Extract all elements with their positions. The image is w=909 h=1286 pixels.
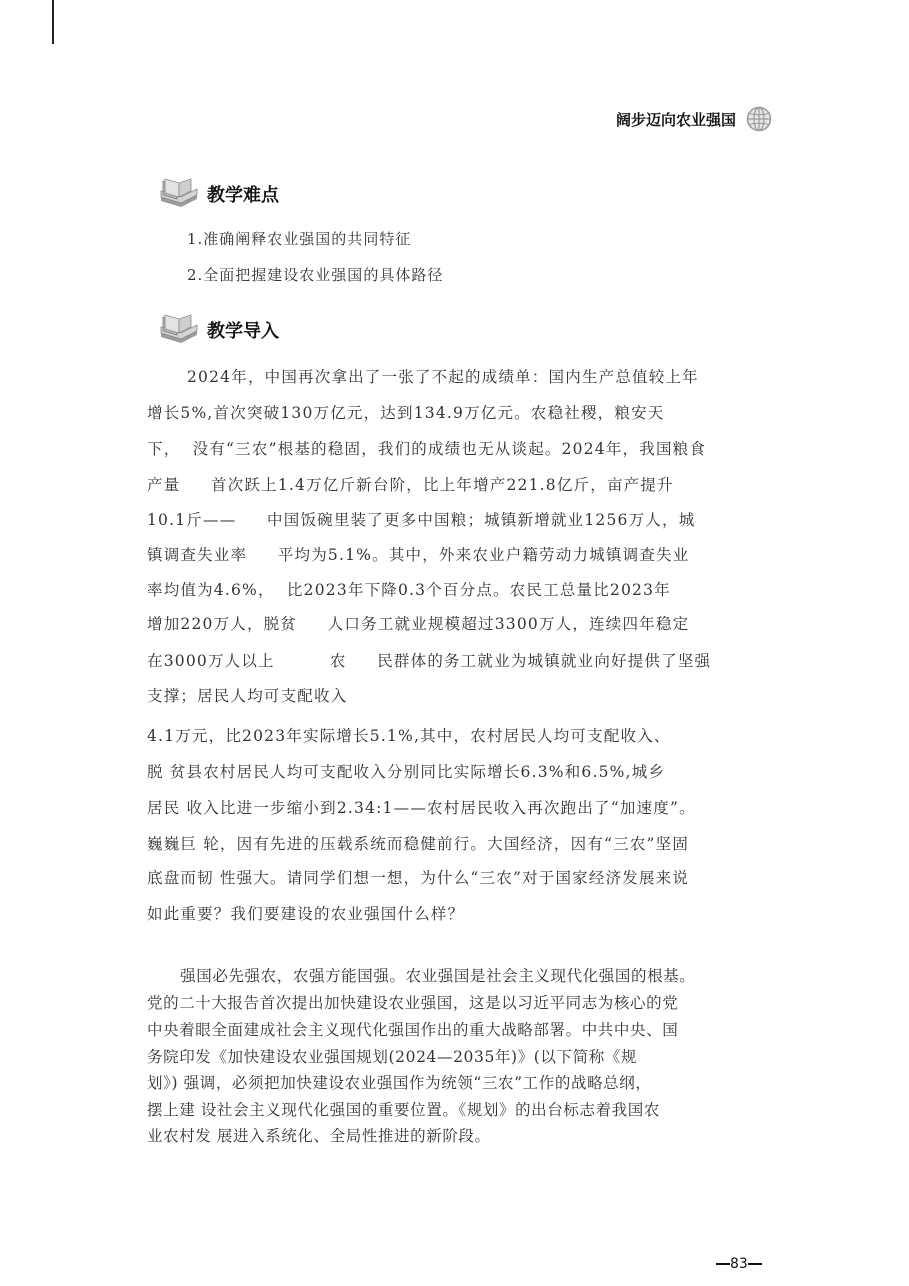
running-header [616,106,772,132]
running-header-title: 阔步迈向农业强国 [615,110,736,129]
book-stack-icon [157,175,201,209]
intro-line: 居民 收入比进一步缩小到2.34:1——农村居民收入再次跑出了“加速度”。 [147,799,696,817]
body-line: 中央着眼全面建成社会主义现代化强国作出的重大战略部署。中共中央、国 [147,1021,679,1039]
difficulty-item-2: 2.全面把握建设农业强国的具体路径 [187,266,444,284]
difficulty-item-1: 1.准确阐释农业强国的共同特征 [187,230,412,248]
intro-line: 如此重要？我们要建设的农业强国什么样？ [147,905,465,923]
body-line: 党的二十大报告首次提出加快建设农业强国，这是以习近平同志为核心的党 [147,994,679,1012]
intro-line: 率均值为4.6%， 比2023年下降0.3个百分点。农民工总量比2023年 [147,581,671,599]
section-title-difficulty: 教学难点 [207,185,279,206]
intro-line: 增长5%,首次突破130万亿元，达到134.9万亿元。农稳社稷，粮安天 [147,404,665,422]
intro-line: 巍巍巨 轮，因有先进的压载系统而稳健前行。大国经济，因有“三农”坚固 [147,835,690,853]
body-line: 强国必先强农，农强方能国强。农业强国是社会主义现代化强国的根基。 [147,967,696,985]
intro-line: 2024年，中国再次拿出了一张了不起的成绩单：国内生产总值较上年 [187,368,699,386]
intro-line: 支撑；居民人均可支配收入 [147,687,348,705]
body-line: 划》) 强调，必须把加快建设农业强国作为统领“三农”工作的战略总纲， [147,1074,652,1092]
page-number-dash-left [716,1263,730,1265]
page-number-value: 83 [730,1256,748,1272]
body-line: 务院印发《加快建设农业强国规划(2024—2035年)》(以下简称《规 [147,1048,638,1066]
intro-line: 底盘而韧 性强大。请同学们想一想，为什么“三农”对于国家经济发展来说 [147,869,690,887]
body-line: 业农村发 展进入系统化、全局性推进的新阶段。 [147,1127,491,1145]
page-number [716,1256,762,1272]
intro-line: 下， 没有“三农”根基的稳固，我们的成绩也无从谈起。2024年，我国粮食 [147,440,707,458]
intro-line: 10.1斤—— 中国饭碗里装了更多中国粮；城镇新增就业1256万人，城 [147,511,696,529]
section-title-intro: 教学导入 [207,321,279,342]
page-number-dash-right [748,1263,762,1265]
globe-icon [746,106,772,132]
intro-line: 镇调查失业率 平均为5.1%。其中，外来农业户籍劳动力城镇调查失业 [147,546,690,564]
intro-line: 脱 贫县农村居民人均可支配收入分别同比实际增长6.3%和6.5%,城乡 [147,763,666,781]
intro-line: 产量 首次跃上1.4万亿斤新台阶，比上年增产221.8亿斤，亩产提升 [147,476,674,494]
book-stack-icon [157,311,201,345]
section-heading-intro [157,311,279,345]
intro-line: 4.1万元，比2023年实际增长5.1%,其中，农村居民人均可支配收入、 [147,727,671,745]
crop-mark [52,0,54,44]
intro-line: 增加220万人，脱贫 人口务工就业规模超过3300万人，连续四年稳定 [147,615,690,633]
body-line: 摆上建 设社会主义现代化强国的重要位置。《规划》的出台标志着我国农 [147,1101,660,1119]
section-heading-difficulty [157,175,279,209]
intro-line: 在3000万人以上 农 民群体的务工就业为城镇就业向好提供了坚强 [147,652,712,670]
